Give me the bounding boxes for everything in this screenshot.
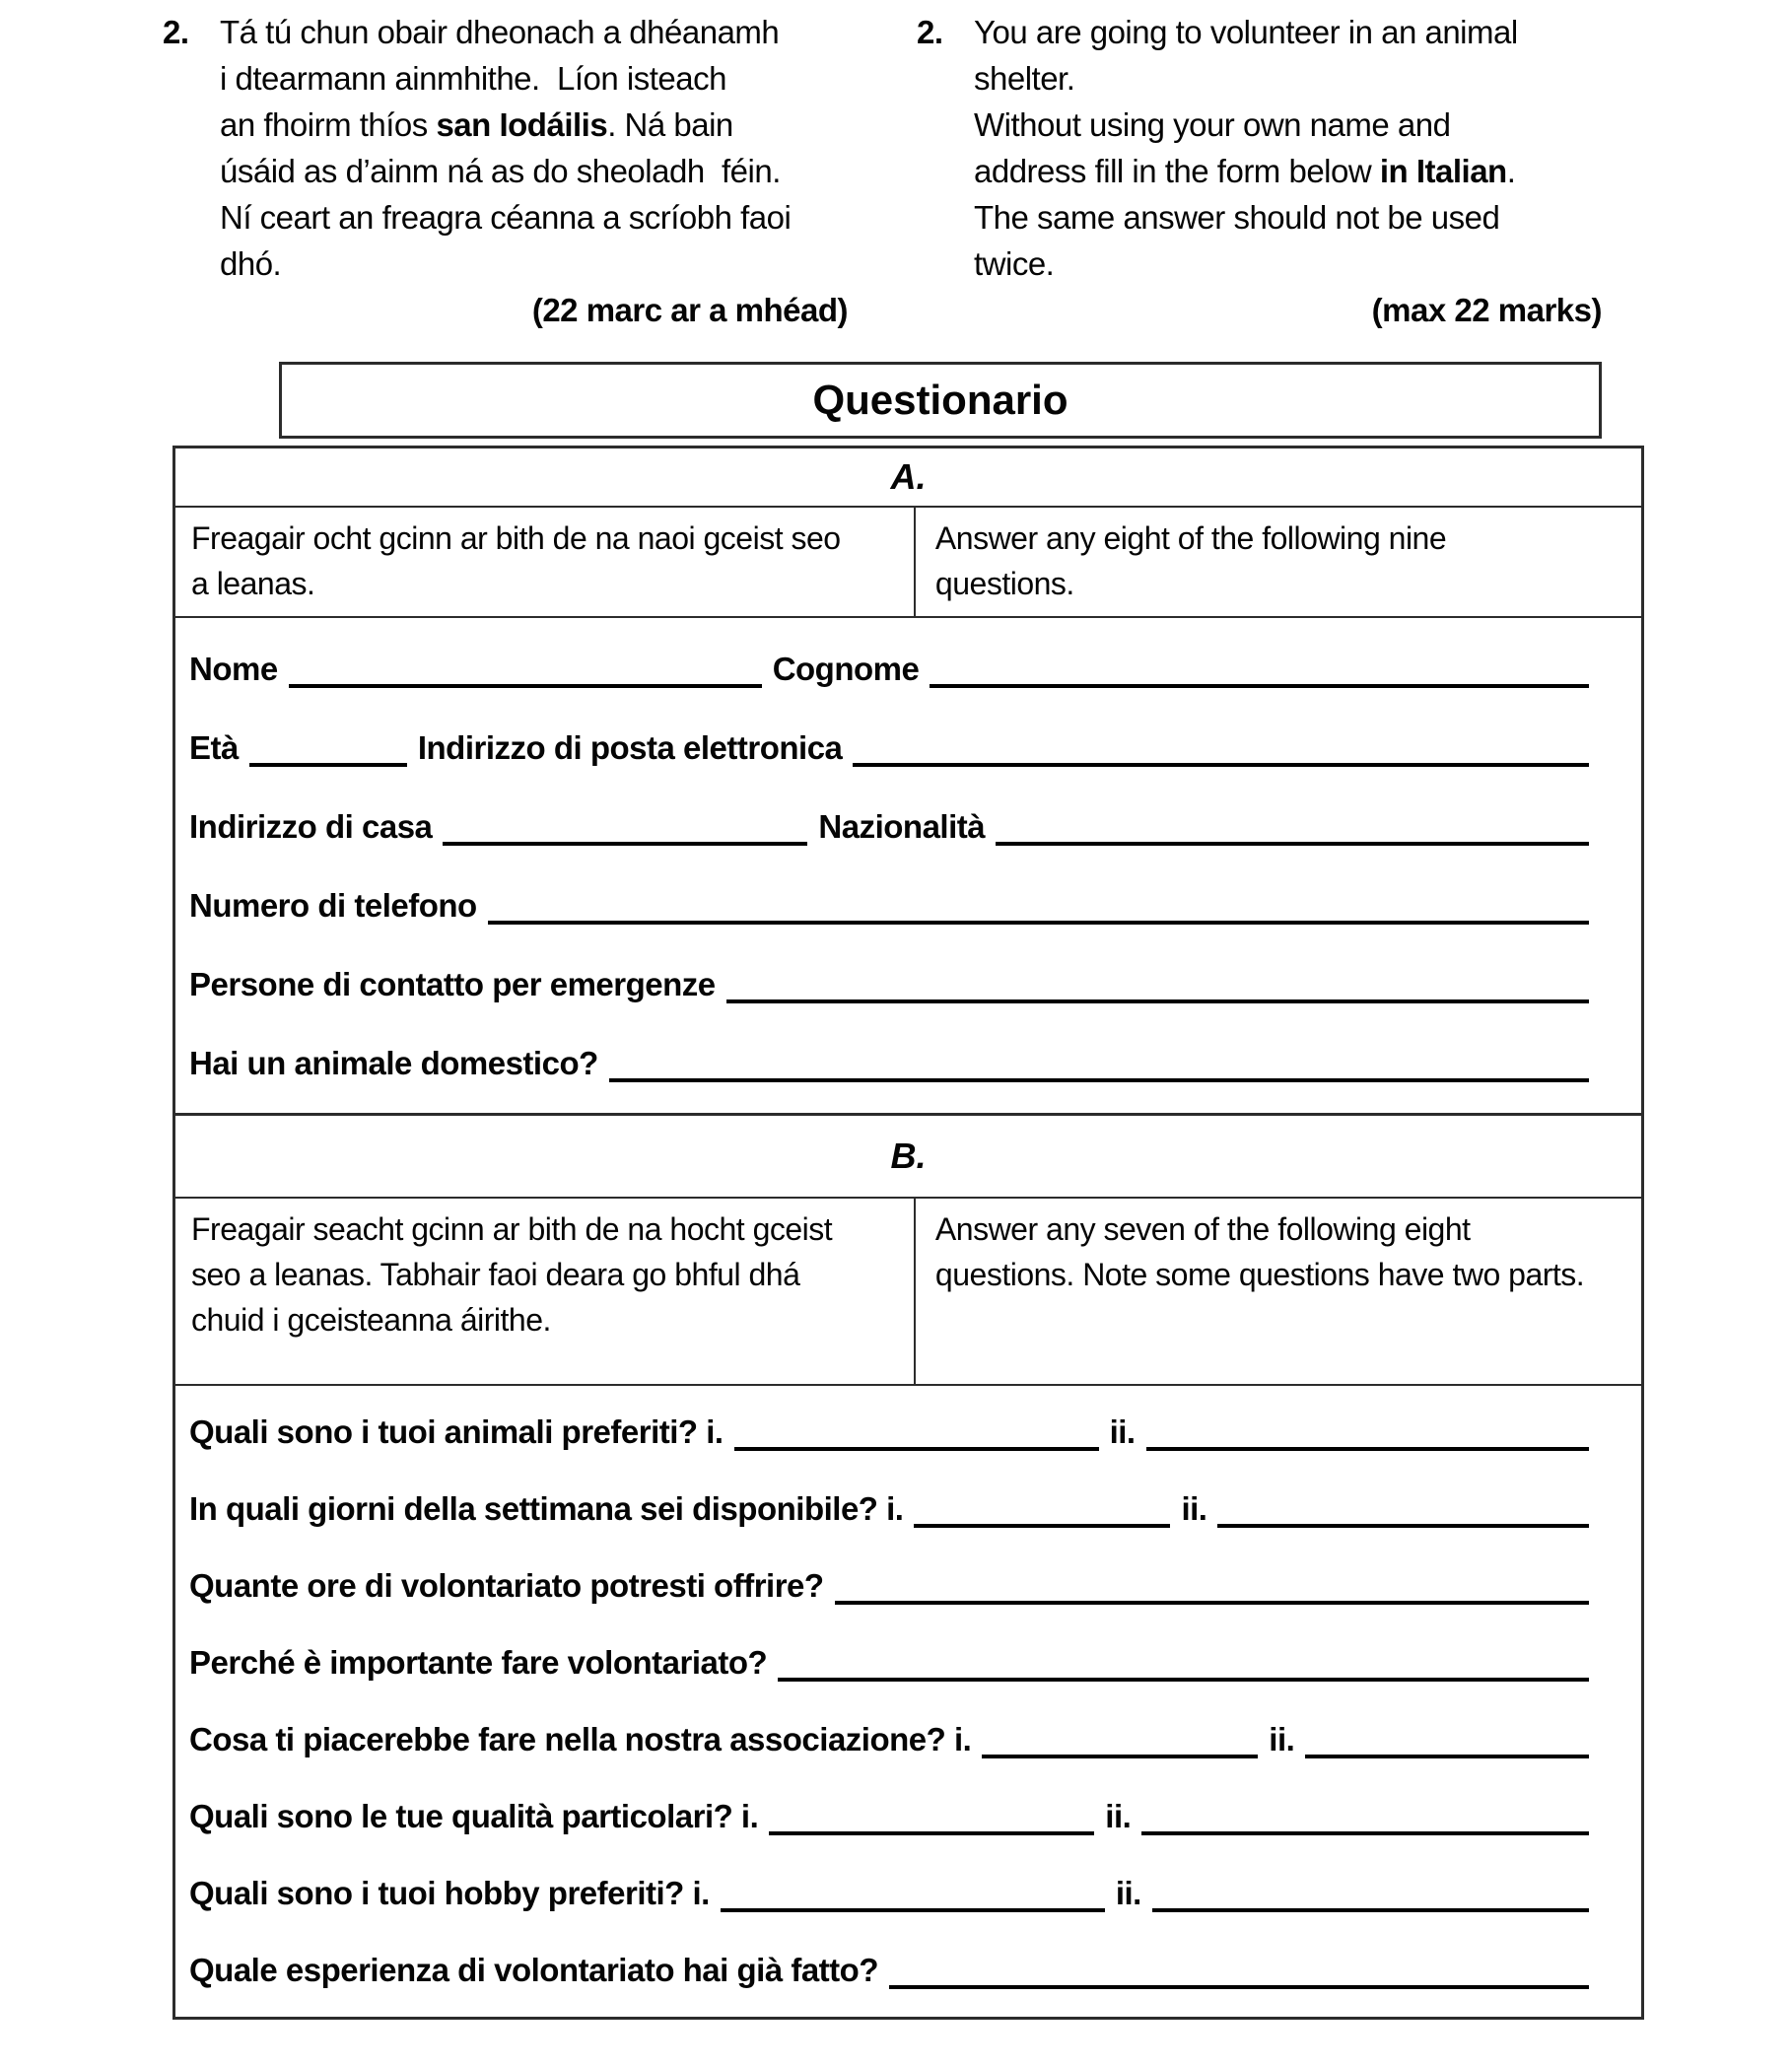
questionnaire-title-box	[279, 362, 1602, 439]
text-segment: úsáid as d’ainm ná as do sheoladh féin.	[220, 153, 781, 189]
instruction-line: questions.	[934, 566, 1074, 601]
instruction-line	[220, 9, 848, 55]
text-segment: i dtearmann ainmhithe. Líon isteach	[220, 60, 726, 97]
question-label-esperienza: Quale esperienza di volontariato hai già fatto?	[189, 1952, 878, 1988]
task-instructions	[0, 9, 1792, 332]
blank-giorni-i[interactable]	[914, 1490, 1170, 1528]
question-part2-label: ii.	[1269, 1721, 1295, 1757]
section-b-instruction-irish	[175, 1199, 916, 1384]
question-label-hobby: Quali sono i tuoi hobby preferiti? i.	[189, 1875, 710, 1911]
question-row-perche-volontariato	[189, 1624, 1600, 1701]
text-segment: The same answer should not be used	[974, 199, 1500, 236]
blank-animali-ii[interactable]	[1146, 1413, 1589, 1451]
question-part2-label: ii.	[1105, 1798, 1132, 1834]
instruction-line: questions. Note some questions have two parts.	[934, 1257, 1585, 1292]
field-label-email: Indirizzo di posta elettronica	[417, 729, 843, 766]
blank-qualita-i[interactable]	[769, 1798, 1094, 1835]
instruction-line	[220, 194, 848, 241]
question-row-ore-volontariato	[189, 1548, 1600, 1624]
blank-ore[interactable]	[835, 1567, 1589, 1605]
blank-perche[interactable]	[778, 1644, 1589, 1682]
text-segment: Tá tú chun obair dheonach a dhéanamh	[220, 14, 780, 50]
section-b-instruction-english	[916, 1199, 1641, 1384]
field-label-nazionalita: Nazionalità	[818, 808, 986, 845]
blank-eta[interactable]	[249, 729, 407, 767]
blank-animale-domestico[interactable]	[609, 1045, 1589, 1082]
question-label-ore: Quante ore di volontariato potresti offrire?	[189, 1567, 824, 1604]
field-row-indirizzo-nazionalita	[189, 788, 1600, 866]
instruction-text-english	[974, 9, 1602, 332]
questionnaire-form	[172, 446, 1644, 2020]
instruction-line: Answer any seven of the following eight	[934, 1211, 1471, 1247]
blank-nome[interactable]	[289, 651, 762, 688]
blank-indirizzo-casa[interactable]	[443, 808, 807, 846]
questionnaire-title: Questionario	[812, 377, 1068, 423]
field-label-nome: Nome	[189, 651, 278, 687]
marks-irish: (22 marc ar a mhéad)	[531, 292, 848, 328]
instruction-line: Freagair ocht gcinn ar bith de na naoi gceist seo	[191, 520, 841, 556]
instruction-line: a leanas.	[191, 566, 315, 601]
blank-hobby-i[interactable]	[721, 1875, 1105, 1912]
instruction-line: chuid i gceisteanna áirithe.	[191, 1302, 551, 1338]
text-segment: You are going to volunteer in an animal	[974, 14, 1518, 50]
instruction-line	[974, 9, 1602, 55]
question-part2-label: ii.	[1109, 1413, 1136, 1450]
section-a-instruction-irish	[175, 508, 916, 616]
text-segment: twice.	[974, 245, 1055, 282]
question-label-associazione: Cosa ti piacerebbe fare nella nostra associazione? i.	[189, 1721, 972, 1757]
instruction-line	[220, 241, 848, 287]
question-number-english: 2.	[917, 14, 943, 50]
field-row-nome-cognome	[189, 630, 1600, 709]
text-segment-bold: san Iodáilis	[436, 106, 608, 143]
field-label-cognome: Cognome	[772, 651, 920, 687]
section-b-instructions	[175, 1199, 1641, 1386]
field-row-eta-email	[189, 709, 1600, 788]
instruction-line	[974, 102, 1602, 148]
instruction-line	[974, 148, 1602, 194]
instruction-line	[974, 55, 1602, 102]
text-segment: Without using your own name and	[974, 106, 1451, 143]
field-label-eta: Età	[189, 729, 239, 766]
instruction-line	[220, 55, 848, 102]
blank-associazione-i[interactable]	[982, 1721, 1258, 1758]
blank-animali-i[interactable]	[734, 1413, 1099, 1451]
blank-cognome[interactable]	[930, 651, 1589, 688]
question-row-esperienza	[189, 1932, 1600, 2009]
instruction-text-irish	[220, 9, 848, 332]
marks-english: (max 22 marks)	[1371, 292, 1602, 328]
section-a-fields	[175, 618, 1641, 1113]
section-b-label: B.	[890, 1136, 927, 1176]
instruction-line: Answer any eight of the following nine	[934, 520, 1447, 556]
question-label-qualita: Quali sono le tue qualità particolari? i.	[189, 1798, 759, 1834]
instruction-line	[220, 148, 848, 194]
field-label-indirizzo-casa: Indirizzo di casa	[189, 808, 433, 845]
text-segment: Ní ceart an freagra céanna a scríobh faoi	[220, 199, 792, 236]
text-segment: .	[1506, 153, 1516, 189]
instructions-irish	[163, 9, 848, 332]
blank-qualita-ii[interactable]	[1141, 1798, 1589, 1835]
text-segment: shelter.	[974, 60, 1075, 97]
instruction-line: seo a leanas. Tabhair faoi deara go bhful dhá	[191, 1257, 800, 1292]
section-a-instructions	[175, 508, 1641, 618]
text-segment: an fhoirm thíos	[220, 106, 437, 143]
blank-emergenze[interactable]	[726, 966, 1589, 1003]
instruction-line	[220, 102, 848, 148]
section-b-header	[175, 1113, 1641, 1199]
question-row-qualita	[189, 1778, 1600, 1855]
field-row-emergenze	[189, 945, 1600, 1024]
question-label-giorni: In quali giorni della settimana sei disponibile? i.	[189, 1490, 904, 1527]
question-row-animali-preferiti	[189, 1394, 1600, 1471]
section-a-label: A.	[890, 456, 927, 497]
question-row-hobby	[189, 1855, 1600, 1932]
section-a-instruction-english	[916, 508, 1641, 616]
question-row-giorni-disponibile	[189, 1471, 1600, 1548]
field-row-telefono	[189, 866, 1600, 945]
blank-telefono[interactable]	[488, 887, 1589, 925]
text-segment: dhó.	[220, 245, 282, 282]
question-number-irish: 2.	[163, 14, 189, 50]
blank-associazione-ii[interactable]	[1305, 1721, 1589, 1758]
instruction-line	[974, 194, 1602, 241]
field-row-animale-domestico	[189, 1024, 1600, 1103]
blank-giorni-ii[interactable]	[1217, 1490, 1589, 1528]
instruction-line	[974, 241, 1602, 287]
blank-hobby-ii[interactable]	[1152, 1875, 1589, 1912]
text-segment-bold: in Italian	[1379, 153, 1507, 189]
text-segment: address fill in the form below	[974, 153, 1380, 189]
field-label-animale-domestico: Hai un animale domestico?	[189, 1045, 598, 1081]
instructions-english	[917, 9, 1602, 332]
section-b-questions	[175, 1386, 1641, 2017]
question-label-animali: Quali sono i tuoi animali preferiti? i.	[189, 1413, 724, 1450]
blank-email[interactable]	[853, 729, 1589, 767]
blank-esperienza[interactable]	[889, 1952, 1589, 1989]
field-label-emergenze: Persone di contatto per emergenze	[189, 966, 716, 1002]
question-part2-label: ii.	[1115, 1875, 1141, 1911]
blank-nazionalita[interactable]	[996, 808, 1589, 846]
text-segment: . Ná bain	[607, 106, 733, 143]
question-row-associazione	[189, 1701, 1600, 1778]
question-label-perche: Perché è importante fare volontariato?	[189, 1644, 768, 1681]
field-label-telefono: Numero di telefono	[189, 887, 477, 924]
section-a-header	[175, 448, 1641, 508]
instruction-line: Freagair seacht gcinn ar bith de na hocht gceist	[191, 1211, 833, 1247]
question-part2-label: ii.	[1181, 1490, 1207, 1527]
